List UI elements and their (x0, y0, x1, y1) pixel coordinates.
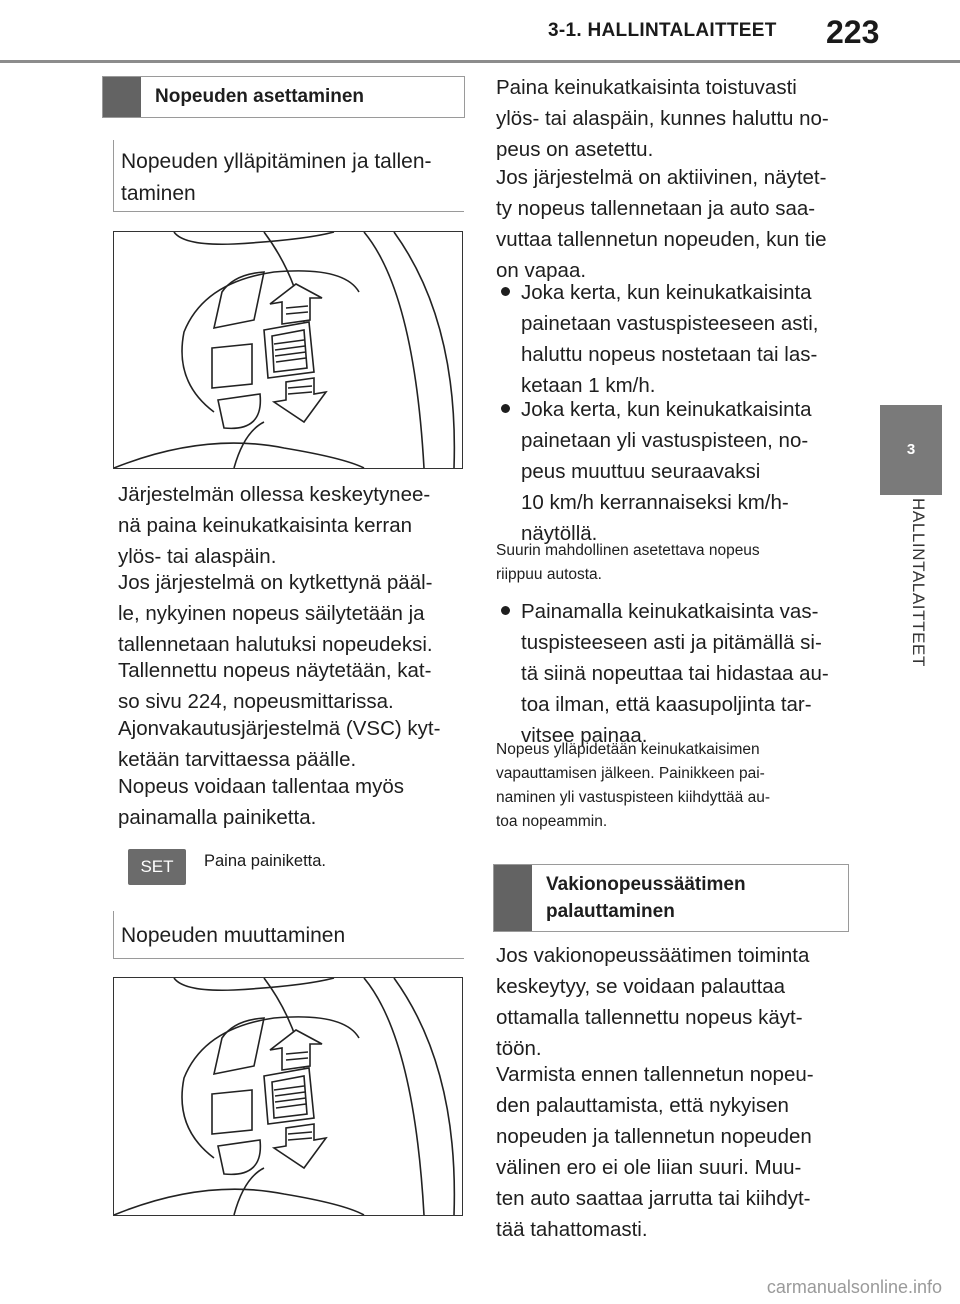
note-1: Suurin mahdollinen asetettava nopeus riippuu autosta. (496, 542, 760, 583)
subheading-speed-store: Nopeuden ylläpitäminen ja tallen- taminen (121, 150, 432, 205)
running-header: 3-1. HALLINTALAITTEET (548, 20, 777, 41)
section-heading-resume: Vakionopeussäätimen palauttaminen (546, 874, 746, 922)
section-heading-box (493, 864, 849, 932)
watermark: carmanualsonline.info (766, 1277, 942, 1297)
paragraph-2: Jos järjestelmä on kytkettynä pääl- le, nykyinen nopeus säilytetään ja tallennetaan halutuksi nopeudeksi. (118, 571, 433, 656)
figure-steering-switch-2 (113, 977, 463, 1216)
steering-wheel-switch-icon (114, 232, 462, 468)
set-button-icon: SET (128, 849, 186, 885)
section-heading-box (102, 76, 465, 118)
paragraph-1: Järjestelmän ollessa keskeytynee- nä paina keinukatkaisinta kerran ylös- tai alaspäin. (118, 483, 431, 568)
resume-paragraph-2: Varmista ennen tallennetun nopeu- den palauttamista, että nykyisen nopeuden ja tallennetun nopeuden välinen ero ei ole liian suuri. Muu- ten auto saattaa jarrutta tai kiihdyt- tää tahattomasti. (496, 1063, 814, 1241)
bullet-icon (501, 404, 510, 413)
section-heading-bar (103, 77, 141, 117)
bullet-3: Painamalla keinukatkaisinta vas- tuspisteeseen asti ja pitämällä si- tä siinä nopeuttaa tai hidastaa au- toa ilman, että kaasupoljinta tar- vitsee painaa. (521, 600, 829, 747)
section-heading: Nopeuden asettaminen (155, 86, 365, 107)
subheading-speed-change: Nopeuden muuttaminen (121, 924, 346, 947)
set-caption: Paina painiketta. (204, 852, 327, 870)
note-2: Nopeus ylläpidetään keinukatkaisimen vapauttamisen jälkeen. Painikkeen pai- naminen yli vastuspisteen kiihdyttää au- toa nopeammin. (496, 741, 770, 830)
subheading-underline (113, 211, 464, 212)
subheading-rule (113, 140, 114, 212)
figure-steering-switch-1 (113, 231, 463, 469)
subheading-underline (113, 958, 464, 959)
page-number: 223 (826, 14, 880, 50)
paragraph-5: Nopeus voidaan tallentaa myös painamalla painiketta. (118, 775, 405, 829)
bullet-1: Joka kerta, kun keinukatkaisinta painetaan vastuspisteeseen asti, haluttu nopeus nostetaan tai las- ketaan 1 km/h. (521, 281, 819, 397)
paragraph-3: Tallennettu nopeus näytetään, kat- so sivu 224, nopeusmittarissa. (118, 659, 432, 713)
steering-wheel-switch-icon (114, 978, 462, 1215)
chapter-tab: 3 (880, 405, 942, 495)
chapter-label: HALLINTALAITTEET (909, 498, 928, 667)
bullet-icon (501, 606, 510, 615)
bullet-icon (501, 287, 510, 296)
header-rule (0, 60, 960, 63)
resume-paragraph-1: Jos vakionopeussäätimen toiminta keskeytyy, se voidaan palauttaa ottamalla tallennettu nopeus käyt- töön. (496, 944, 810, 1060)
intro-paragraph-2: Jos järjestelmä on aktiivinen, näytet- ty nopeus tallennetaan ja auto saa- vuttaa tallennetun nopeuden, kun tie on vapaa. (496, 166, 827, 282)
bullet-2: Joka kerta, kun keinukatkaisinta painetaan yli vastuspisteen, no- peus muuttuu seuraavaksi 10 km/h kerrannaiseksi km/h- näytöllä. (521, 398, 812, 545)
intro-paragraph-1: Paina keinukatkaisinta toistuvasti ylös- tai alaspäin, kunnes haluttu no- peus on asetettu. (496, 76, 829, 161)
paragraph-4: Ajonvakautusjärjestelmä (VSC) kyt- ketään tarvittaessa päälle. (118, 717, 441, 771)
subheading-rule (113, 911, 114, 959)
section-heading-bar (494, 865, 532, 931)
